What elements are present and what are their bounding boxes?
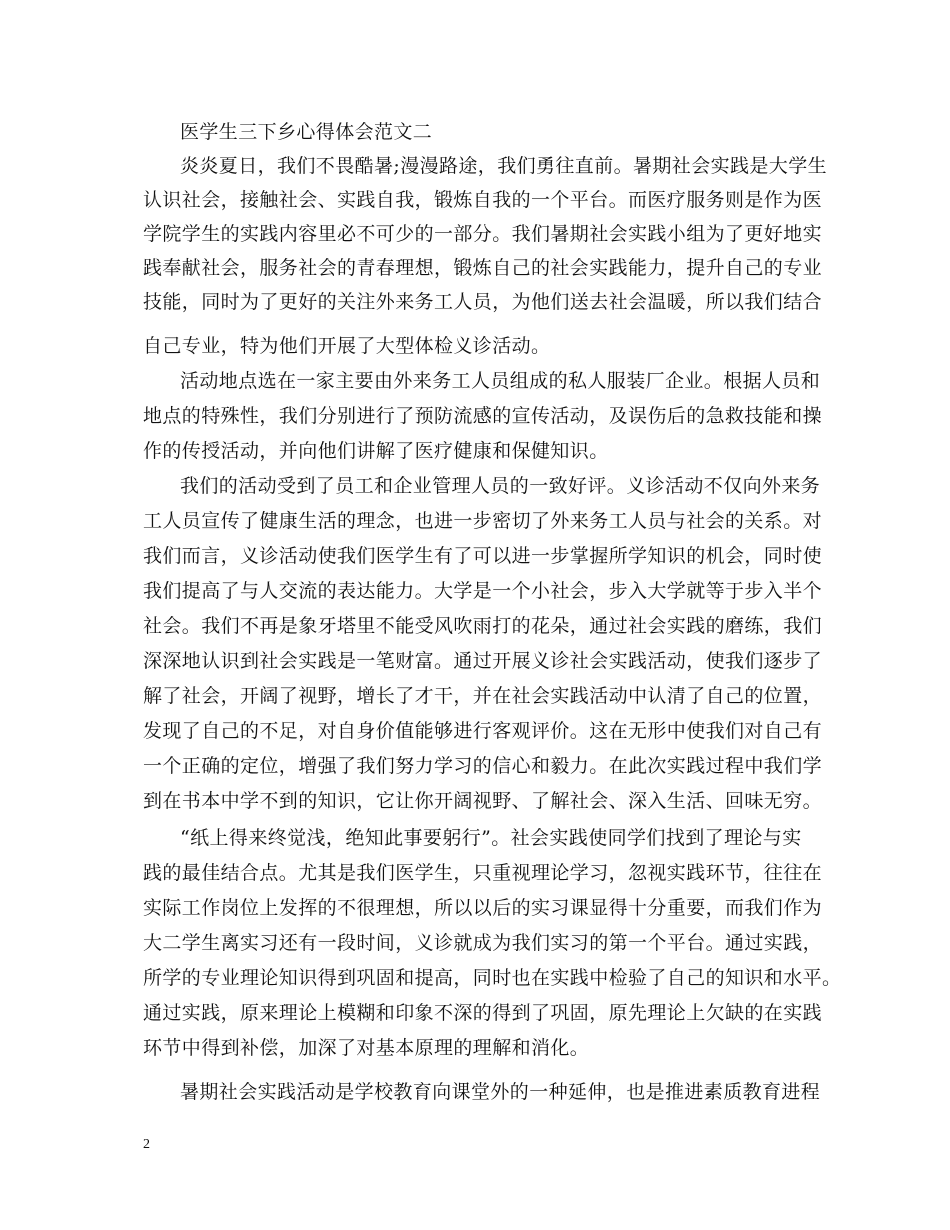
text-line: 暑期社会实践活动是学校教育向课堂外的一种延伸，也是推进素质教育进程 [180, 1081, 821, 1103]
text-line: 一个正确的定位，增强了我们努力学习的信心和毅力。在此次实践过程中我们学 [143, 755, 823, 777]
text-line: 地点的特殊性，我们分别进行了预防流感的宣传活动，及误伤后的急救技能和操 [143, 405, 823, 427]
text-line: 炎炎夏日，我们不畏酷暑;漫漫路途，我们勇往直前。暑期社会实践是大学生 [180, 155, 828, 177]
text-line: 认识社会，接触社会、实践自我，锻炼自我的一个平台。而医疗服务则是作为医 [143, 189, 823, 211]
text-line: 社会。我们不再是象牙塔里不能受风吹雨打的花朵，通过社会实践的磨练，我们 [143, 615, 823, 637]
document-title: 医学生三下乡心得体会范文二 [180, 121, 433, 143]
text-line: 到在书本中学不到的知识，它让你开阔视野、了解社会、深入生活、回味无穷。 [143, 790, 823, 812]
text-line: 我们提高了与人交流的表达能力。大学是一个小社会，步入大学就等于步入半个 [143, 580, 823, 602]
text-line: 通过实践，原来理论上模糊和印象不深的得到了巩固，原先理论上欠缺的在实践 [143, 1002, 823, 1024]
text-line: 大二学生离实习还有一段时间，义诊就成为我们实习的第一个平台。通过实践， [143, 932, 823, 954]
text-line: 工人员宣传了健康生活的理念，也进一步密切了外来务工人员与社会的关系。对 [143, 510, 823, 532]
text-line: 环节中得到补偿，加深了对基本原理的理解和消化。 [143, 1037, 590, 1059]
text-line: 我们的活动受到了员工和企业管理人员的一致好评。义诊活动不仅向外来务 [180, 475, 821, 497]
text-line: 学院学生的实践内容里必不可少的一部分。我们暑期社会实践小组为了更好地实 [143, 223, 823, 245]
text-line: 技能，同时为了更好的关注外来务工人员，为他们送去社会温暖，所以我们结合 [143, 291, 823, 313]
text-line: 解了社会，开阔了视野，增长了才干，并在社会实践活动中认清了自己的位置， [143, 685, 823, 707]
text-line: 活动地点选在一家主要由外来务工人员组成的私人服装厂企业。根据人员和 [180, 370, 821, 392]
text-line: 发现了自己的不足，对自身价值能够进行客观评价。这在无形中使我们对自己有 [143, 720, 823, 742]
text-line: 实际工作岗位上发挥的不很理想，所以以后的实习课显得十分重要，而我们作为 [143, 897, 823, 919]
text-line: 作的传授活动，并向他们讲解了医疗健康和保健知识。 [143, 440, 609, 462]
text-line: 我们而言，义诊活动使我们医学生有了可以进一步掌握所学知识的机会，同时使 [143, 545, 823, 567]
page-number: 2 [143, 1137, 150, 1152]
text-line: 所学的专业理论知识得到巩固和提高，同时也在实践中检验了自己的知识和水平。 [143, 967, 842, 989]
text-line: 践的最佳结合点。尤其是我们医学生，只重视理论学习，忽视实践环节，往往在 [143, 862, 823, 884]
text-line: 自己专业，特为他们开展了大型体检义诊活动。 [143, 335, 551, 357]
text-line: “纸上得来终觉浅，绝知此事要躬行”。社会实践使同学们找到了理论与实 [180, 827, 802, 849]
text-line: 深深地认识到社会实践是一笔财富。通过开展义诊社会实践活动，使我们逐步了 [143, 650, 823, 672]
text-line: 践奉献社会，服务社会的青春理想，锻炼自己的社会实践能力，提升自己的专业 [143, 257, 823, 279]
